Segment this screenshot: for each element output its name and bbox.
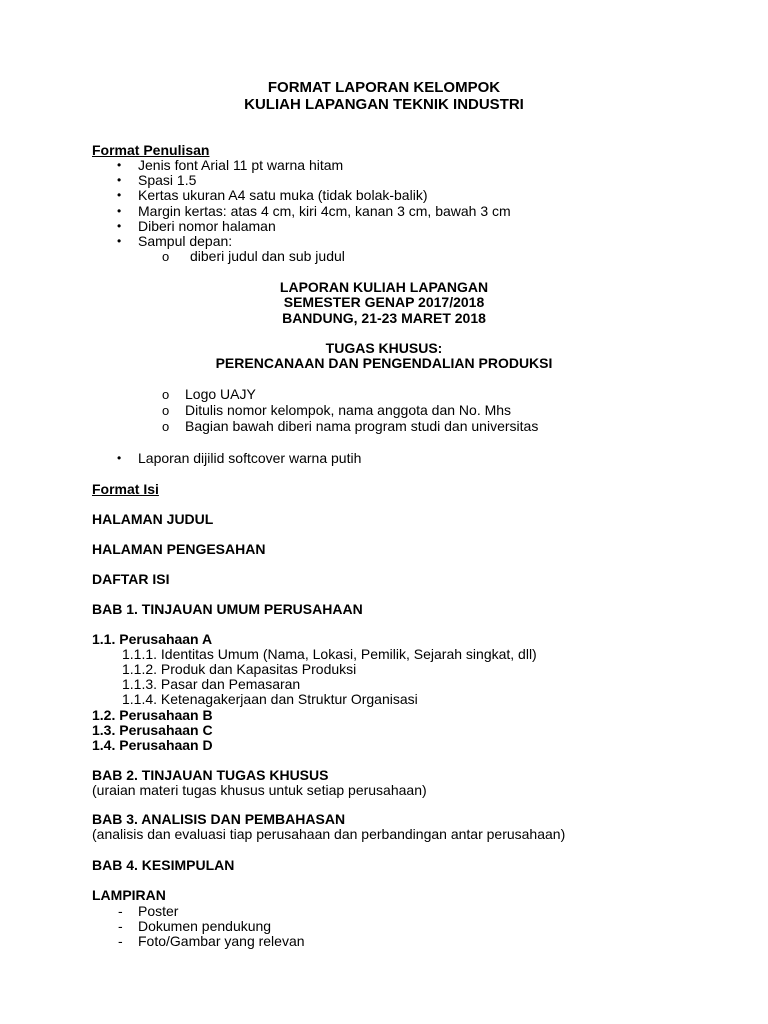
bullet-marker: • [117, 158, 122, 172]
lampiran-item-foto: Foto/Gambar yang relevan [138, 933, 305, 949]
doc-title-line2: KULIAH LAPANGAN TEKNIK INDUSTRI [244, 96, 524, 113]
bullet-marker: • [117, 234, 122, 248]
lampiran-item-poster: Poster [138, 903, 179, 919]
circle-marker: o [162, 403, 170, 418]
cover-line-1: LAPORAN KULIAH LAPANGAN [279, 279, 489, 295]
bullet-marker: • [117, 451, 122, 465]
bab-3-note: (analisis dan evaluasi tiap perusahaan dan perbandingan antar perusahaan) [92, 826, 566, 842]
halaman-pengesahan: HALAMAN PENGESAHAN [92, 541, 266, 557]
bullet-margin: Margin kertas: atas 4 cm, kiri 4cm, kanan 3 cm, bawah 3 cm [138, 203, 511, 219]
bullet-dijilid: Laporan dijilid softcover warna putih [138, 450, 362, 466]
lampiran-heading: LAMPIRAN [92, 887, 166, 903]
sampul-item-bagian-bawah: Bagian bawah diberi nama program studi dan universitas [185, 418, 539, 434]
circle-marker: o [162, 419, 170, 434]
bab-2-note: (uraian materi tugas khusus untuk setiap perusahaan) [92, 782, 427, 798]
bullet-font: Jenis font Arial 11 pt warna hitam [138, 157, 344, 173]
bullet-marker: • [117, 219, 122, 233]
cover-line-3: BANDUNG, 21-23 MARET 2018 [282, 310, 486, 326]
lampiran-item-dokumen: Dokumen pendukung [138, 918, 272, 934]
bullet-marker: • [117, 204, 122, 218]
format-isi-heading: Format Isi [92, 481, 159, 497]
sub-item-produk: 1.1.2. Produk dan Kapasitas Produksi [122, 661, 357, 677]
tugas-line-2: PERENCANAAN DAN PENGENDALIAN PRODUKSI [215, 355, 553, 371]
bab-2-heading: BAB 2. TINJAUAN TUGAS KHUSUS [92, 767, 329, 783]
perusahaan-a: 1.1. Perusahaan A [92, 631, 213, 647]
bullet-marker: • [117, 188, 122, 202]
bab-1-heading: BAB 1. TINJAUAN UMUM PERUSAHAAN [92, 601, 363, 617]
halaman-judul: HALAMAN JUDUL [92, 511, 214, 527]
bullet-nomor-halaman: Diberi nomor halaman [138, 218, 276, 234]
bullet-marker: • [117, 173, 122, 187]
bullet-spasi: Spasi 1.5 [138, 172, 197, 188]
perusahaan-b: 1.2. Perusahaan B [92, 707, 213, 723]
daftar-isi: DAFTAR ISI [92, 571, 170, 587]
tugas-line-1: TUGAS KHUSUS: [325, 340, 443, 356]
dash-marker: - [118, 918, 123, 934]
sub-item-ketenagakerjaan: 1.1.4. Ketenagakerjaan dan Struktur Organisasi [122, 691, 418, 707]
sampul-sub-item: diberi judul dan sub judul [190, 248, 345, 264]
bab-3-heading: BAB 3. ANALISIS DAN PEMBAHASAN [92, 811, 346, 827]
dash-marker: - [118, 933, 123, 949]
sub-item-pasar: 1.1.3. Pasar dan Pemasaran [122, 676, 301, 692]
sub-item-identitas: 1.1.1. Identitas Umum (Nama, Lokasi, Pemilik, Sejarah singkat, dll) [122, 646, 537, 662]
cover-line-2: SEMESTER GENAP 2017/2018 [283, 294, 485, 310]
sampul-item-logo: Logo UAJY [185, 386, 256, 402]
format-penulisan-heading: Format Penulisan [92, 142, 210, 158]
sampul-item-kelompok: Ditulis nomor kelompok, nama anggota dan No. Mhs [185, 402, 512, 418]
bullet-kertas: Kertas ukuran A4 satu muka (tidak bolak-balik) [138, 187, 428, 203]
circle-marker: o [162, 249, 170, 264]
circle-marker: o [162, 387, 170, 402]
perusahaan-d: 1.4. Perusahaan D [92, 737, 213, 753]
perusahaan-c: 1.3. Perusahaan C [92, 722, 213, 738]
dash-marker: - [118, 903, 123, 919]
doc-title-line1: FORMAT LAPORAN KELOMPOK [267, 79, 501, 96]
bullet-sampul-depan: Sampul depan: [138, 233, 233, 249]
bab-4-heading: BAB 4. KESIMPULAN [92, 857, 235, 873]
